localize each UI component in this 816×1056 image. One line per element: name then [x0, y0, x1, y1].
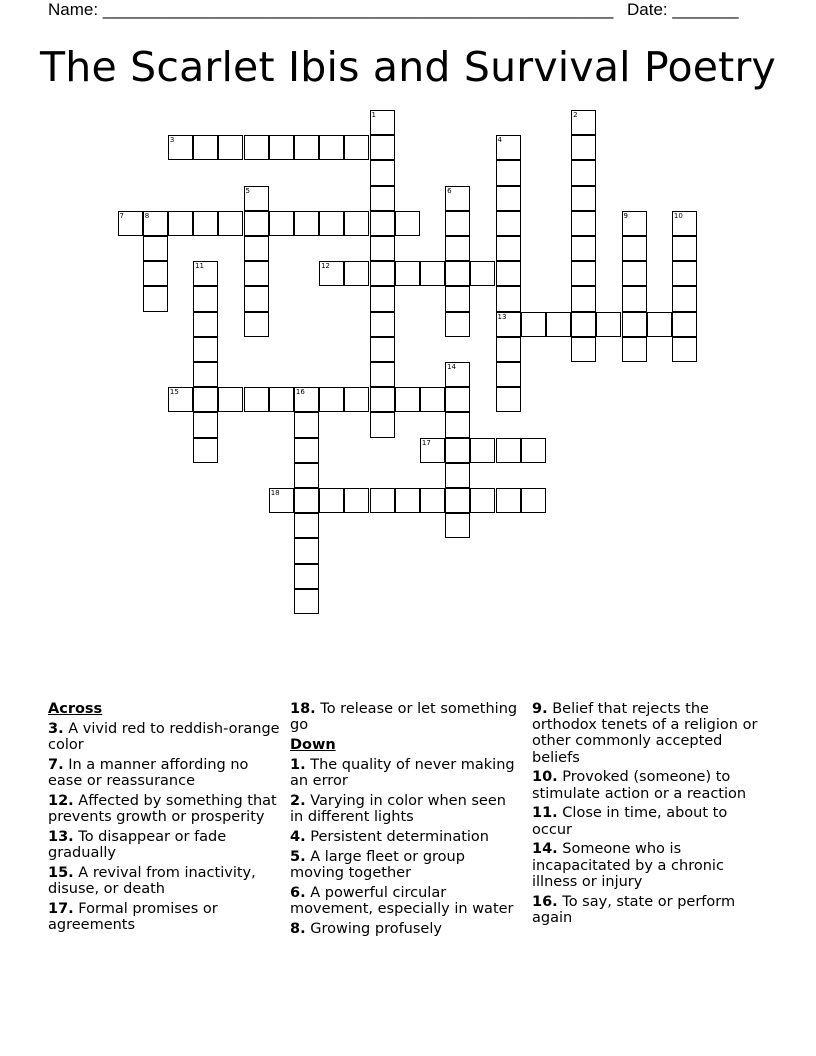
clue-number: 6.	[290, 885, 306, 901]
grid-cell[interactable]	[294, 513, 319, 538]
grid-cell[interactable]	[294, 412, 319, 437]
grid-cell[interactable]	[370, 337, 395, 362]
grid-cell[interactable]	[470, 438, 495, 463]
grid-cell[interactable]	[395, 387, 420, 412]
grid-cell[interactable]	[344, 488, 369, 513]
grid-cell[interactable]	[445, 236, 470, 261]
cell-number: 12	[321, 262, 331, 271]
grid-cell[interactable]	[445, 186, 470, 211]
grid-cell[interactable]	[496, 362, 521, 387]
grid-cell[interactable]	[143, 261, 168, 286]
clue-number: 16.	[532, 893, 558, 910]
clue-number: 11.	[532, 805, 558, 822]
clue-text: A vivid red to reddish-orange color	[48, 721, 280, 754]
clue-text: In a manner affording no ease or reassurance	[48, 757, 249, 790]
grid-cell[interactable]	[622, 261, 647, 286]
clue-number: 8.	[290, 921, 306, 937]
grid-cell[interactable]	[445, 286, 470, 311]
grid-cell[interactable]	[420, 387, 445, 412]
cell-number: 3	[169, 136, 175, 145]
grid-cell[interactable]	[344, 387, 369, 412]
clue-text: Belief that rejects the orthodox tenets of a religion or other commonly accepted beliefs	[532, 701, 758, 766]
clue-text: Growing profusely	[310, 921, 442, 937]
clue-down-11	[532, 805, 762, 837]
grid-cell[interactable]	[395, 488, 420, 513]
grid-cell[interactable]	[445, 261, 470, 286]
grid-cell[interactable]	[445, 387, 470, 412]
grid-cell[interactable]	[344, 135, 369, 160]
grid-cell[interactable]	[319, 261, 344, 286]
grid-cell[interactable]	[445, 211, 470, 236]
grid-cell[interactable]	[244, 186, 269, 211]
grid-cell[interactable]	[496, 488, 521, 513]
grid-cell[interactable]	[269, 488, 294, 513]
grid-cell[interactable]	[496, 438, 521, 463]
grid-cell[interactable]	[571, 186, 596, 211]
clue-text: The quality of never making an error	[290, 757, 515, 790]
down-heading: Down	[290, 737, 336, 753]
clue-text: Varying in color when seen in different lights	[290, 793, 506, 826]
clue-down-1	[290, 757, 522, 789]
cell-number: 7	[119, 211, 124, 220]
grid-cell[interactable]	[370, 286, 395, 311]
grid-cell[interactable]	[622, 337, 647, 362]
grid-cell[interactable]	[294, 564, 319, 589]
grid-cell[interactable]	[294, 589, 319, 614]
grid-cell[interactable]	[319, 211, 344, 236]
grid-cell[interactable]	[118, 211, 143, 236]
clue-down-14	[532, 841, 762, 890]
grid-cell[interactable]	[672, 236, 697, 261]
grid-cell[interactable]	[193, 135, 218, 160]
cell-number: 13	[497, 312, 507, 321]
grid-cell[interactable]	[496, 312, 521, 337]
grid-cell[interactable]	[244, 211, 269, 236]
name-line: Name: ______________________________________________________	[48, 0, 614, 19]
grid-cell[interactable]	[319, 135, 344, 160]
grid-cell[interactable]	[344, 211, 369, 236]
grid-cell[interactable]	[496, 337, 521, 362]
grid-cell[interactable]	[420, 438, 445, 463]
clue-number: 12.	[48, 793, 74, 810]
clue-number: 2.	[290, 793, 306, 810]
cell-number: 14	[447, 363, 457, 371]
grid-cell[interactable]	[193, 312, 218, 337]
grid-cell[interactable]	[294, 211, 319, 236]
grid-cell[interactable]	[370, 160, 395, 185]
clue-text: To say, state or perform again	[532, 893, 736, 926]
clue-number: 15.	[48, 865, 74, 882]
grid-cell[interactable]	[395, 261, 420, 286]
cell-number: 18	[270, 489, 280, 497]
clue-number: 7.	[48, 757, 64, 774]
grid-cell[interactable]	[672, 211, 697, 236]
grid-cell[interactable]	[244, 261, 269, 286]
grid-cell[interactable]	[445, 362, 470, 387]
grid-cell[interactable]	[571, 211, 596, 236]
clue-number: 3.	[48, 721, 64, 738]
grid-cell[interactable]	[496, 211, 521, 236]
cell-number: 8	[144, 211, 150, 220]
grid-cell[interactable]	[596, 312, 621, 337]
grid-cell[interactable]	[672, 261, 697, 286]
cell-number: 5	[245, 186, 250, 195]
cell-number: 15	[169, 388, 179, 397]
grid-cell[interactable]	[193, 337, 218, 362]
grid-cell[interactable]	[571, 135, 596, 160]
clue-number: 13.	[48, 829, 74, 846]
grid-cell[interactable]	[470, 488, 495, 513]
grid-cell[interactable]	[672, 286, 697, 311]
clue-number: 14.	[532, 841, 558, 858]
grid-cell[interactable]	[622, 286, 647, 311]
grid-cell[interactable]	[647, 312, 672, 337]
cell-number: 17	[421, 438, 431, 447]
grid-cell[interactable]	[294, 488, 319, 513]
grid-cell[interactable]	[344, 261, 369, 286]
clue-column-1	[48, 701, 280, 937]
grid-cell[interactable]	[269, 387, 294, 412]
grid-cell[interactable]	[193, 211, 218, 236]
grid-cell[interactable]	[571, 312, 596, 337]
grid-cell[interactable]	[143, 286, 168, 311]
grid-cell[interactable]	[672, 337, 697, 362]
clue-down-8	[290, 921, 522, 937]
clue-text: To release or let something go	[290, 701, 518, 734]
clue-down-6	[290, 885, 522, 917]
cell-number: 10	[673, 211, 683, 220]
grid-cell[interactable]	[622, 236, 647, 261]
grid-cell[interactable]	[571, 110, 596, 135]
clue-column-3	[532, 701, 762, 930]
grid-cell[interactable]	[218, 211, 243, 236]
clue-down-4	[290, 829, 522, 845]
cell-number: 4	[497, 136, 502, 145]
grid-cell[interactable]	[370, 110, 395, 135]
grid-cell[interactable]	[496, 387, 521, 412]
grid-cell[interactable]	[143, 211, 168, 236]
grid-cell[interactable]	[319, 488, 344, 513]
clue-down-16	[532, 894, 762, 926]
clue-text: Formal promises or agreements	[48, 901, 218, 934]
grid-cell[interactable]	[370, 211, 395, 236]
cell-number: 11	[195, 262, 205, 271]
grid-cell[interactable]	[319, 387, 344, 412]
cell-number: 16	[295, 388, 305, 397]
grid-cell[interactable]	[622, 211, 647, 236]
clue-across-17	[48, 901, 280, 933]
clue-number: 10.	[532, 769, 558, 786]
grid-cell[interactable]	[496, 261, 521, 286]
clue-number: 5.	[290, 849, 306, 865]
grid-cell[interactable]	[521, 312, 546, 337]
grid-cell[interactable]	[193, 438, 218, 463]
grid-cell[interactable]	[269, 135, 294, 160]
clue-number: 4.	[290, 829, 306, 846]
grid-cell[interactable]	[168, 211, 193, 236]
grid-cell[interactable]	[143, 236, 168, 261]
grid-cell[interactable]	[445, 438, 470, 463]
grid-cell[interactable]	[370, 312, 395, 337]
grid-cell[interactable]	[521, 488, 546, 513]
grid-cell[interactable]	[193, 362, 218, 387]
grid-cell[interactable]	[571, 337, 596, 362]
clue-number: 1.	[290, 757, 306, 774]
grid-cell[interactable]	[370, 186, 395, 211]
clue-across-18	[290, 701, 522, 733]
grid-cell[interactable]	[445, 488, 470, 513]
grid-cell[interactable]	[370, 412, 395, 437]
grid-cell[interactable]	[395, 211, 420, 236]
grid-cell[interactable]	[445, 412, 470, 437]
clue-down-9	[532, 701, 762, 766]
clue-text: Persistent determination	[310, 829, 489, 846]
grid-cell[interactable]	[445, 463, 470, 488]
grid-cell[interactable]	[370, 387, 395, 412]
grid-cell[interactable]	[244, 286, 269, 311]
grid-cell[interactable]	[470, 261, 495, 286]
grid-cell[interactable]	[445, 513, 470, 538]
date-line: Date: _______	[627, 0, 739, 19]
clue-across-7	[48, 757, 280, 789]
grid-cell[interactable]	[496, 286, 521, 311]
grid-cell[interactable]	[370, 261, 395, 286]
clue-across-3	[48, 721, 280, 753]
grid-cell[interactable]	[294, 538, 319, 563]
clue-down-10	[532, 769, 762, 801]
grid-cell[interactable]	[496, 236, 521, 261]
grid-cell[interactable]	[420, 261, 445, 286]
clue-across-15	[48, 865, 280, 897]
grid-cell[interactable]	[672, 312, 697, 337]
clue-text: Provoked (someone) to stimulate action or a reaction	[532, 769, 747, 802]
grid-cell[interactable]	[244, 135, 269, 160]
grid-cell[interactable]	[193, 261, 218, 286]
grid-cell[interactable]	[244, 312, 269, 337]
grid-cell[interactable]	[420, 488, 445, 513]
grid-cell[interactable]	[496, 186, 521, 211]
grid-cell[interactable]	[193, 387, 218, 412]
grid-cell[interactable]	[496, 135, 521, 160]
grid-cell[interactable]	[294, 135, 319, 160]
clue-number: 18.	[290, 701, 316, 717]
clue-down-2	[290, 793, 522, 825]
across-heading: Across	[48, 701, 103, 717]
grid-cell[interactable]	[370, 362, 395, 387]
grid-cell[interactable]	[294, 387, 319, 412]
clue-text: A powerful circular movement, especially in water	[290, 885, 514, 918]
cell-number: 1	[371, 111, 376, 119]
clue-text: A large fleet or group moving together	[290, 849, 465, 882]
grid-cell[interactable]	[244, 387, 269, 412]
clue-column-2	[290, 701, 522, 941]
grid-cell[interactable]	[571, 160, 596, 185]
clue-text: A revival from inactivity, disuse, or death	[48, 865, 256, 898]
cell-number: 9	[623, 211, 628, 220]
clue-across-13	[48, 829, 280, 861]
clue-number: 9.	[532, 701, 548, 717]
clue-text: Close in time, about to occur	[532, 805, 728, 838]
clue-text: Affected by something that prevents growth or prosperity	[48, 793, 277, 826]
grid-cell[interactable]	[294, 463, 319, 488]
grid-cell[interactable]	[294, 438, 319, 463]
clue-text: Someone who is incapacitated by a chronic illness or injury	[532, 841, 724, 890]
grid-cell[interactable]	[521, 438, 546, 463]
grid-cell[interactable]	[571, 286, 596, 311]
clue-text: To disappear or fade gradually	[48, 829, 227, 862]
grid-cell[interactable]	[244, 236, 269, 261]
grid-cell[interactable]	[571, 261, 596, 286]
grid-cell[interactable]	[168, 387, 193, 412]
grid-cell[interactable]	[370, 135, 395, 160]
grid-cell[interactable]	[168, 135, 193, 160]
grid-cell[interactable]	[193, 286, 218, 311]
grid-cell[interactable]	[370, 236, 395, 261]
grid-cell[interactable]	[370, 488, 395, 513]
grid-cell[interactable]	[193, 412, 218, 437]
grid-cell[interactable]	[496, 160, 521, 185]
clue-number: 17.	[48, 901, 74, 918]
cell-number: 2	[573, 111, 578, 119]
grid-cell[interactable]	[269, 211, 294, 236]
clue-down-5	[290, 849, 522, 881]
grid-cell[interactable]	[622, 312, 647, 337]
grid-cell[interactable]	[546, 312, 571, 337]
clue-across-12	[48, 793, 280, 825]
grid-cell[interactable]	[218, 135, 243, 160]
cell-number: 6	[447, 186, 452, 195]
grid-cell[interactable]	[571, 236, 596, 261]
page-title: The Scarlet Ibis and Survival Poetry	[40, 43, 776, 91]
grid-cell[interactable]	[445, 312, 470, 337]
grid-cell[interactable]	[218, 387, 243, 412]
